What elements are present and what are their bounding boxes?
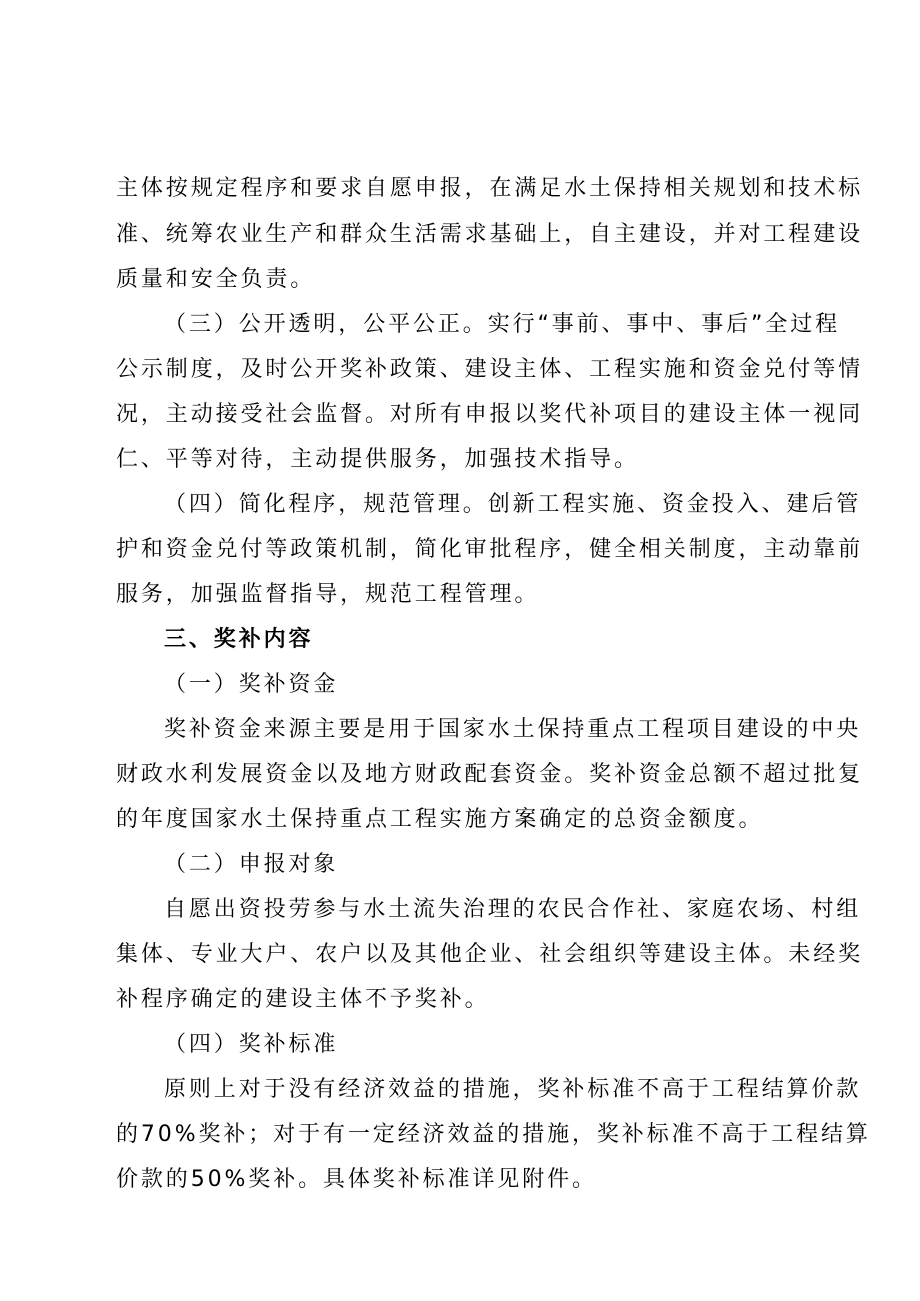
paragraph-line: 的70%奖补；对于有一定经济效益的措施，奖补标准不高于工程结算 <box>116 1122 871 1147</box>
paragraph-line: 服务，加强监督指导，规范工程管理。 <box>116 582 540 607</box>
paragraph-line: （三）公开透明，公平公正。实行“事前、事中、事后”全过程 <box>164 312 840 337</box>
paragraph-line: 原则上对于没有经济效益的措施，奖补标准不高于工程结算价款 <box>164 1077 862 1102</box>
paragraph-line: 主体按规定程序和要求自愿申报，在满足水土保持相关规划和技术标 <box>116 176 864 201</box>
subsection-heading: （二）申报对象 <box>164 852 339 877</box>
paragraph-line: 公示制度，及时公开奖补政策、建设主体、工程实施和资金兑付等情 <box>116 357 864 382</box>
paragraph-line: 集体、专业大户、农户以及其他企业、社会组织等建设主体。未经奖 <box>116 942 864 967</box>
paragraph-line: 准、统筹农业生产和群众生活需求基础上，自主建设，并对工程建设 <box>116 222 864 247</box>
paragraph-line: 奖补资金来源主要是用于国家水土保持重点工程项目建设的中央 <box>164 717 862 742</box>
paragraph-line: 仁、平等对待，主动提供服务，加强技术指导。 <box>116 447 639 472</box>
subsection-heading: （一）奖补资金 <box>164 672 339 697</box>
paragraph-line: 护和资金兑付等政策机制，简化审批程序，健全相关制度，主动靠前 <box>116 537 864 562</box>
paragraph-line: （四）简化程序，规范管理。创新工程实施、资金投入、建后管 <box>164 492 862 517</box>
paragraph-line: 的年度国家水土保持重点工程实施方案确定的总资金额度。 <box>116 807 764 832</box>
paragraph-line: 质量和安全负责。 <box>116 267 316 292</box>
paragraph-line: 财政水利发展资金以及地方财政配套资金。奖补资金总额不超过批复 <box>116 762 864 787</box>
paragraph-line: 况，主动接受社会监督。对所有申报以奖代补项目的建设主体一视同 <box>116 402 864 427</box>
paragraph-line: 自愿出资投劳参与水土流失治理的农民合作社、家庭农场、村组 <box>164 897 862 922</box>
section-heading: 三、奖补内容 <box>164 627 314 652</box>
paragraph-line: 价款的50%奖补。具体奖补标准详见附件。 <box>116 1167 597 1192</box>
paragraph-line: 补程序确定的建设主体不予奖补。 <box>116 987 490 1012</box>
subsection-heading: （四）奖补标准 <box>164 1032 339 1057</box>
